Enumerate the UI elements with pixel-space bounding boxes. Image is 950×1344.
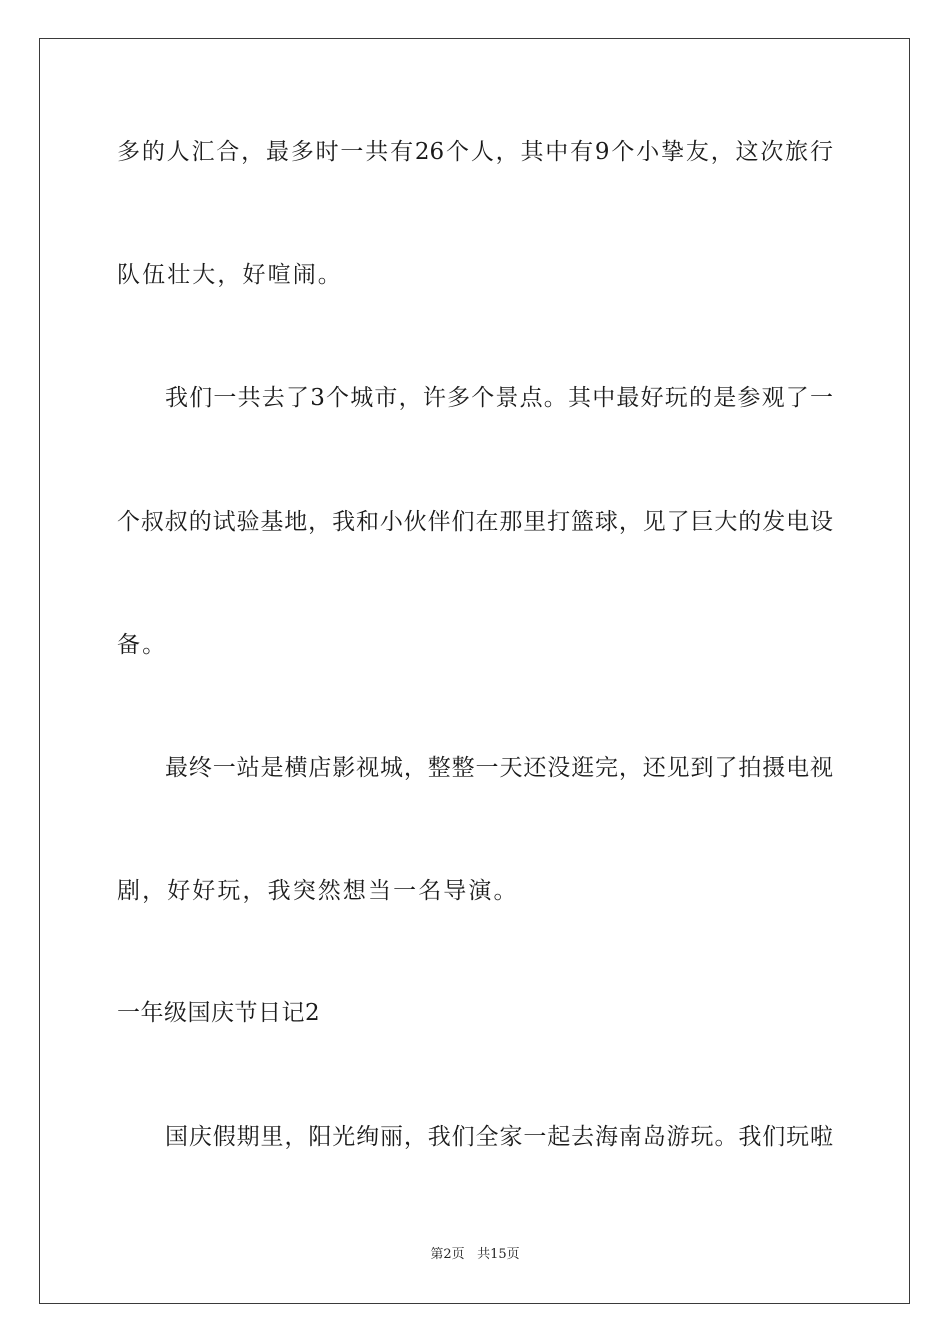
text-line-7: 剧，好好玩，我突然想当一名导演。 — [117, 878, 519, 904]
text-line-4: 个叔叔的试验基地，我和小伙伴们在那里打篮球，见了巨大的发电设 — [117, 509, 833, 535]
page-footer — [0, 1246, 950, 1264]
text-line-3: 我们一共去了3个城市，许多个景点。其中最好玩的是参观了一 — [165, 385, 833, 411]
page-border — [39, 38, 910, 1304]
page-total: 共15页 — [477, 1247, 520, 1262]
text-line-9: 国庆假期里，阳光绚丽，我们全家一起去海南岛游玩。我们玩啦 — [165, 1124, 833, 1150]
text-line-5: 备。 — [117, 632, 168, 658]
text-line-6: 最终一站是横店影视城，整整一天还没逛完，还见到了拍摄电视 — [165, 755, 833, 781]
text-line-2: 队伍壮大，好喧闹。 — [117, 262, 343, 288]
section-heading: 一年级国庆节日记2 — [117, 1000, 321, 1026]
text-line-1: 多的人汇合，最多时一共有26个人，其中有9个小挚友，这次旅行 — [117, 139, 833, 165]
page-number: 第2页 — [430, 1247, 465, 1262]
